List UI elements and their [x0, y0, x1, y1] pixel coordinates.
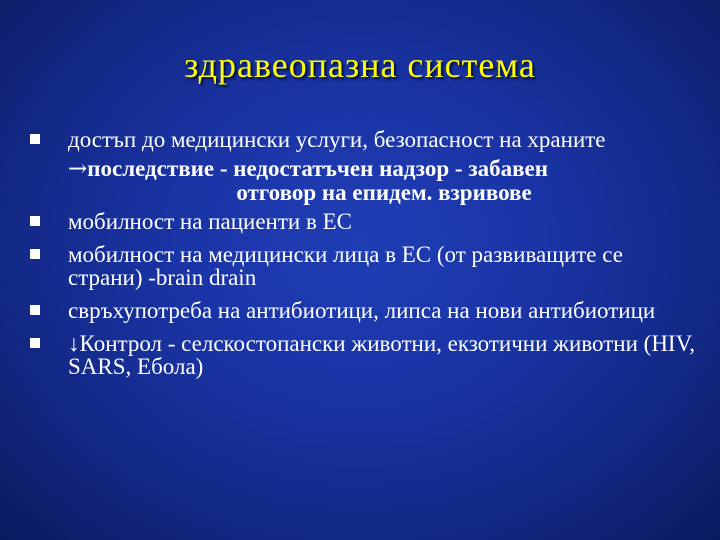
bullet-item	[30, 210, 700, 233]
square-bullet-icon	[30, 216, 40, 226]
bullet-text: мобилност на пациенти в ЕС	[68, 209, 352, 234]
bullet-text: свръхупотреба на антибиотици, липса на нови антибиотици	[68, 298, 656, 323]
bullet-list	[30, 128, 700, 388]
square-bullet-icon	[30, 134, 40, 144]
bullet-text: мобилност на медицински лица в ЕС (от развиващите се страни) -brain drain	[68, 242, 623, 290]
square-bullet-icon	[30, 338, 40, 348]
square-bullet-icon	[30, 305, 40, 315]
bullet-item	[30, 243, 700, 289]
sub-point-continuation: отговор на епидем. взривове	[236, 180, 532, 205]
right-arrow-glyph: →	[68, 156, 88, 182]
sub-point-lead: последствие	[87, 156, 215, 181]
sub-point	[68, 157, 700, 204]
square-bullet-icon	[30, 249, 40, 259]
bullet-item	[30, 299, 700, 322]
sub-point-rest: - недостатъчен надзор - забавен	[214, 156, 548, 181]
bullet-text: ↓Контрол - селскостопански животни, екзотични животни (HIV, SARS, Ебола)	[68, 331, 695, 379]
bullet-text: достъп до медицински услуги, безопасност на храните	[68, 127, 606, 152]
slide-title: здравеопазна система	[184, 45, 536, 85]
bullet-item	[30, 128, 700, 204]
bullet-item	[30, 332, 700, 378]
